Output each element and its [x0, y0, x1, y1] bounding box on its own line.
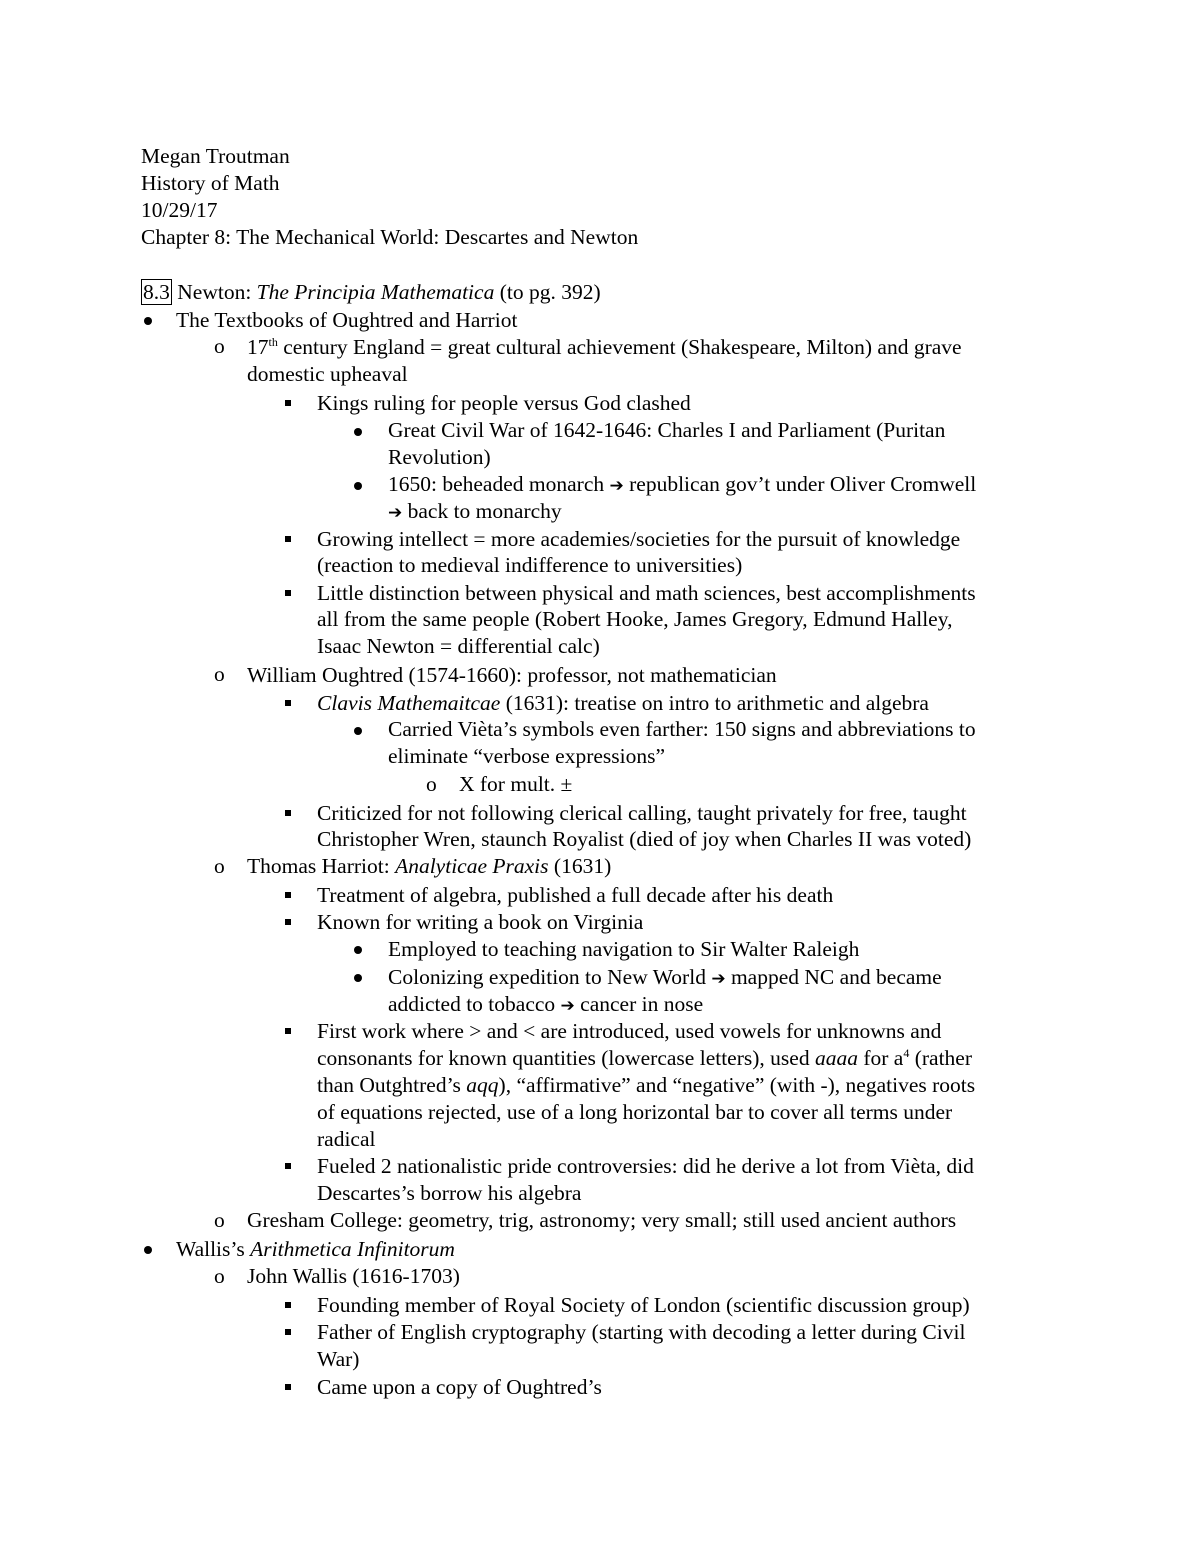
list-item-continuation: Descartes’s borrow his algebra [317, 1181, 582, 1205]
arrow-right-icon: ➔ [711, 969, 726, 989]
bullet-square-icon [285, 1302, 291, 1308]
list-item: Criticized for not following clerical calling, taught privately for free, taught [317, 801, 967, 825]
list-item: Founding member of Royal Society of London (scientific discussion group) [317, 1293, 970, 1317]
bullet-circle-icon: o [214, 1264, 225, 1288]
list-item-continuation: consonants for known quantities (lowercase letters), used aaaa for $a^4$ (rather [317, 1046, 972, 1070]
list-item-continuation: of equations rejected, use of a long horizontal bar to cover all terms under [317, 1100, 953, 1124]
list-item-continuation: domestic upheaval [247, 362, 408, 386]
bullet-square-icon [285, 1384, 291, 1390]
bullet-disc-icon [144, 317, 152, 325]
list-item-continuation: Christopher Wren, staunch Royalist (died of joy when Charles II was voted) [317, 827, 972, 851]
bullet-square-icon [285, 1163, 291, 1169]
bullet-circle-icon: o [214, 1208, 225, 1232]
author-name: Megan Troutman [141, 144, 290, 168]
bullet-circle-icon: o [214, 334, 225, 358]
list-item: Growing intellect = more academies/societies for the pursuit of knowledge [317, 527, 961, 551]
list-item: Employed to teaching navigation to Sir Walter Raleigh [388, 937, 860, 961]
bullet-square-icon [285, 919, 291, 925]
list-item: Kings ruling for people versus God clashed [317, 391, 691, 415]
bullet-disc-icon [144, 1246, 152, 1254]
list-item-continuation: addicted to tobacco ➔ cancer in nose [388, 992, 704, 1016]
list-item: Clavis Mathemaitcae (1631): treatise on intro to arithmetic and algebra [317, 691, 929, 715]
arrow-right-icon: ➔ [609, 476, 624, 496]
list-item: 1650: beheaded monarch ➔ republican gov’t under Oliver Cromwell [388, 472, 977, 496]
bullet-square-icon [285, 1028, 291, 1034]
list-item: Carried Vièta’s symbols even farther: 150 signs and abbreviations to [388, 717, 976, 741]
list-item-continuation: (reaction to medieval indifference to universities) [317, 553, 743, 577]
list-item: Wallis’s Arithmetica Infinitorum [176, 1237, 455, 1261]
list-item: Great Civil War of 1642-1646: Charles I and Parliament (Puritan [388, 418, 946, 442]
arrow-right-icon: ➔ [388, 503, 403, 523]
list-item-continuation: Isaac Newton = differential calc) [317, 634, 600, 658]
bullet-square-icon [285, 700, 291, 706]
bullet-square-icon [285, 536, 291, 542]
bullet-disc-icon [354, 482, 362, 490]
list-item: 17th century England = great cultural achievement (Shakespeare, Milton) and grave [247, 335, 962, 359]
arrow-right-icon: ➔ [560, 996, 575, 1016]
principia-title: The Principia Mathematica [256, 280, 495, 304]
bullet-square-icon [285, 810, 291, 816]
list-item-continuation: eliminate “verbose expressions” [388, 744, 666, 768]
list-item-continuation: War) [317, 1347, 360, 1371]
bullet-square-icon [285, 400, 291, 406]
bullet-disc-icon [354, 727, 362, 735]
list-item: Thomas Harriot: Analyticae Praxis (1631) [247, 854, 612, 878]
list-item: Came upon a copy of Oughtred’s [317, 1375, 602, 1399]
course-name: History of Math [141, 171, 280, 195]
list-item-continuation: radical [317, 1127, 376, 1151]
list-item-continuation: than Outghtred’s aqq), “affirmative” and “negative” (with -), negatives roots [317, 1073, 976, 1097]
list-item: Gresham College: geometry, trig, astronomy; very small; still used ancient authors [247, 1208, 957, 1232]
section-number-box: 8.3 [143, 280, 170, 304]
bullet-disc-icon [354, 974, 362, 982]
list-item: First work where > and < are introduced, used vowels for unknowns and [317, 1019, 942, 1043]
list-item: Known for writing a book on Virginia [317, 910, 644, 934]
bullet-circle-icon: o [214, 662, 225, 686]
list-item-continuation: Revolution) [388, 445, 491, 469]
bullet-circle-icon: o [426, 772, 437, 796]
bullet-square-icon [285, 590, 291, 596]
bullet-disc-icon [354, 946, 362, 954]
list-item: John Wallis (1616-1703) [247, 1264, 460, 1288]
list-item: The Textbooks of Oughtred and Harriot [176, 308, 518, 332]
list-item: Colonizing expedition to New World ➔ mapped NC and became [388, 965, 942, 989]
list-item-continuation: all from the same people (Robert Hooke, James Gregory, Edmund Halley, [317, 607, 953, 631]
bullet-circle-icon: o [214, 854, 225, 878]
chapter-title: Chapter 8: The Mechanical World: Descartes and Newton [141, 225, 639, 249]
bullet-square-icon [285, 1329, 291, 1335]
list-item: X for mult. ± [459, 772, 573, 796]
list-item: Father of English cryptography (starting with decoding a letter during Civil [317, 1320, 966, 1344]
bullet-square-icon [285, 892, 291, 898]
section-heading: 8.3 Newton: The Principia Mathematica (to pg. 392) [143, 280, 601, 304]
list-item: Fueled 2 nationalistic pride controversies: did he derive a lot from Vièta, did [317, 1154, 974, 1178]
list-item-continuation: ➔ back to monarchy [388, 499, 562, 523]
document-date: 10/29/17 [141, 198, 218, 222]
list-item: Treatment of algebra, published a full decade after his death [317, 883, 834, 907]
list-item: William Oughtred (1574-1660): professor, not mathematician [247, 663, 777, 687]
list-item: Little distinction between physical and math sciences, best accomplishments [317, 581, 976, 605]
bullet-disc-icon [354, 428, 362, 436]
